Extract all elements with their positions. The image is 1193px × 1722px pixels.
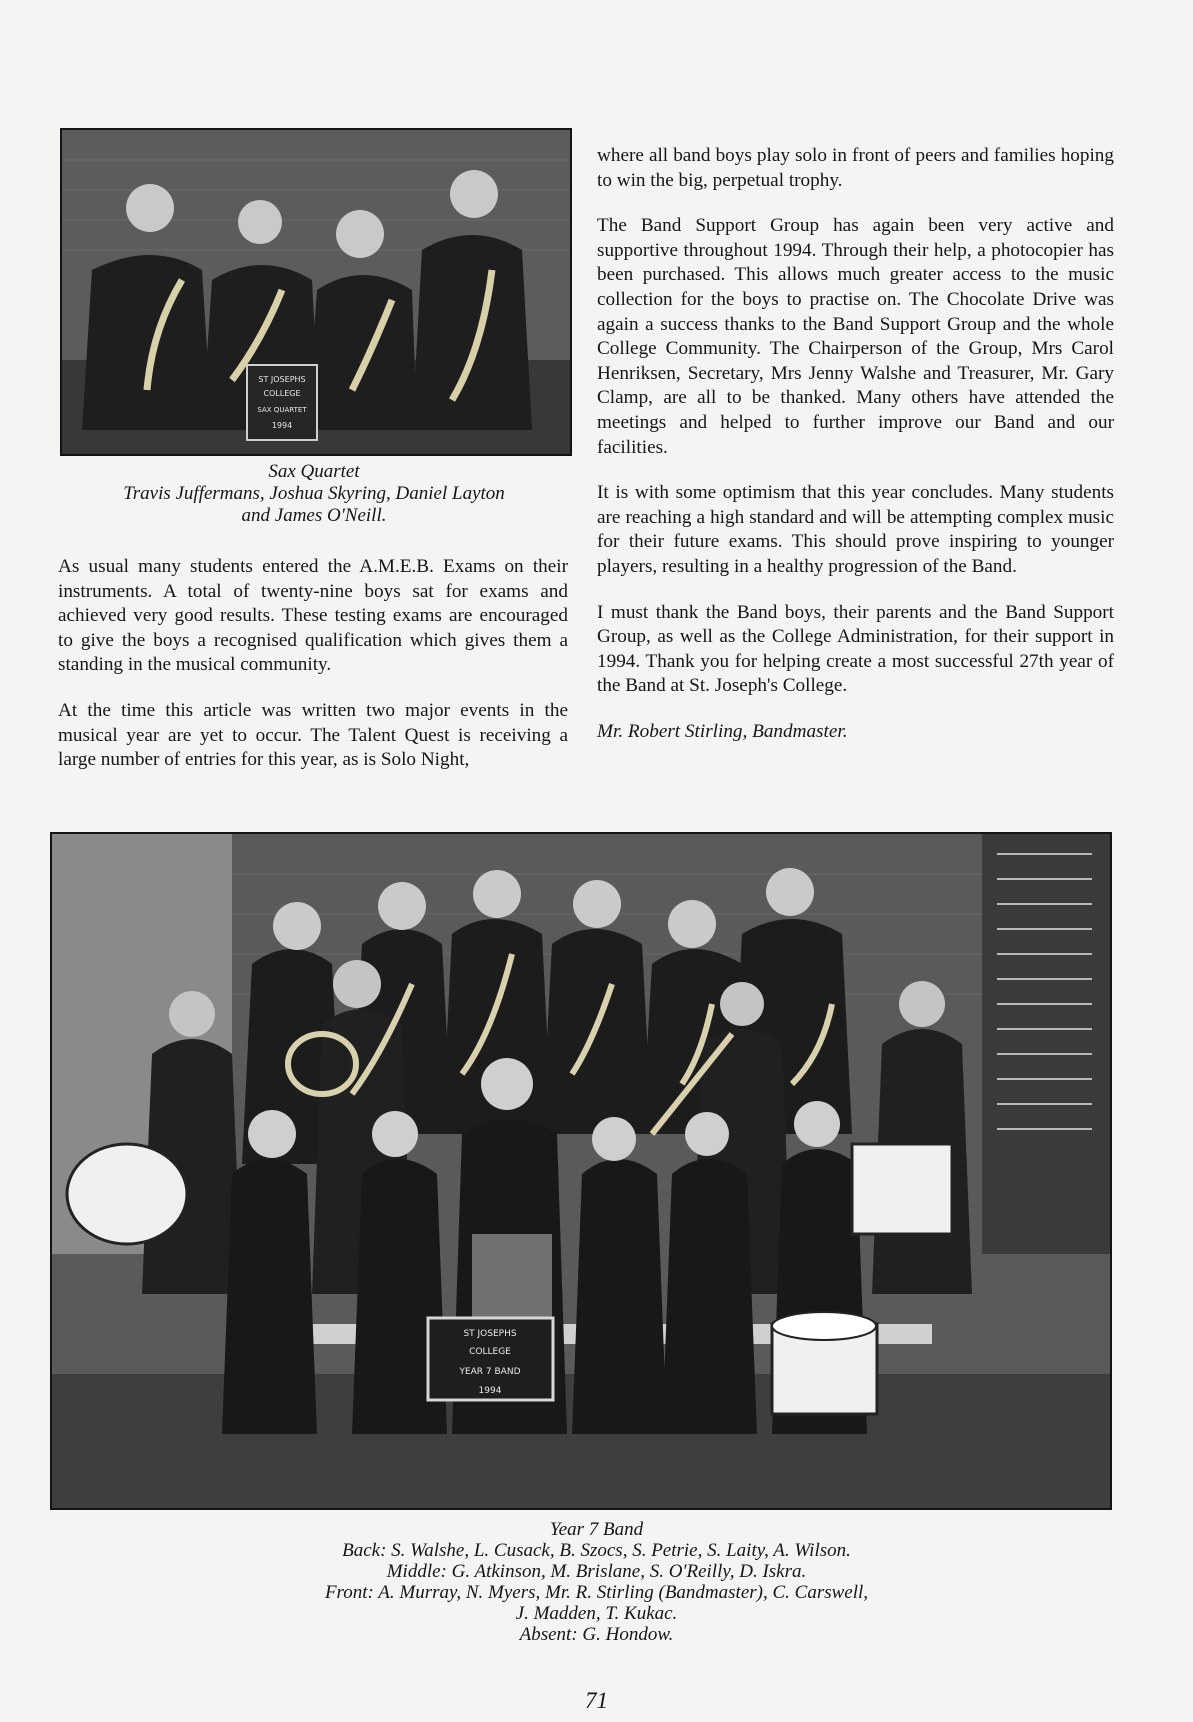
band-sign-line-2: COLLEGE	[469, 1347, 511, 1357]
right-paragraph-2: The Band Support Group has again been very active and supportive throughout 1994. Through their help, a photocopier has been purchased. This allows much greater access to the music collection for the boys to practise on. The Chocolate Drive was again a success thanks to the Band Support Group and the whole College Community. The Chairperson of the Group, Mrs Carol Henriksen, Secretary, Mrs Jenny Walshe and Treasurer, Mr. Gary Clamp, are all to be thanked. Many others have attended the meetings and helped to further improve our Band and our facilities.	[597, 215, 1114, 458]
sax-sign-line-3: SAX QUARTET	[257, 406, 307, 414]
band-caption-absent: Absent: G. Hondow.	[519, 1624, 674, 1645]
sax-quartet-caption	[40, 461, 588, 527]
sax-sign-line-4: 1994	[271, 421, 293, 430]
right-paragraph-1: where all band boys play solo in front of peers and families hoping to win the big, perpetual trophy.	[597, 145, 1114, 191]
right-paragraph-3: It is with some optimism that this year concludes. Many students are reaching a high standard and will be attempting complex music for their future exams. This should prove inspiring to younger players, resulting in a healthy progression of the Band.	[597, 482, 1114, 577]
signature: Mr. Robert Stirling, Bandmaster.	[597, 720, 848, 742]
band-caption-front-cont: J. Madden, T. Kukac.	[515, 1603, 678, 1624]
year7-band-photo	[50, 832, 1112, 1510]
sax-sign-line-2: COLLEGE	[263, 389, 301, 398]
sax-caption-line-2: and James O'Neill.	[241, 505, 387, 526]
band-sign-line-4: 1994	[478, 1386, 502, 1396]
band-sign-line-1: ST JOSEPHS	[463, 1329, 517, 1339]
band-caption-back: Back: S. Walshe, L. Cusack, B. Szocs, S. Petrie, S. Laity, A. Wilson.	[342, 1540, 851, 1561]
sax-caption-title: Sax Quartet	[268, 461, 360, 482]
band-sign-line-3: YEAR 7 BAND	[459, 1367, 521, 1377]
band-caption-title: Year 7 Band	[549, 1519, 644, 1540]
left-column	[58, 555, 568, 794]
right-paragraph-4: I must thank the Band boys, their parents and the Band Support Group, as well as the College Administration, for their support in 1994. Thank you for helping create a most successful 27th year of the Band at St. Joseph's College.	[597, 601, 1114, 697]
band-caption-front: Front: A. Murray, N. Myers, Mr. R. Stirling (Bandmaster), C. Carswell,	[324, 1582, 869, 1603]
page-number: 71	[585, 1688, 608, 1713]
right-column	[597, 144, 1114, 765]
left-paragraph-2: At the time this article was written two major events in the musical year are yet to occur. The Talent Quest is receiving a large number of entries for this year, as is Solo Night,	[58, 699, 568, 771]
left-paragraph-1: As usual many students entered the A.M.E.B. Exams on their instruments. A total of twenty-nine boys sat for exams and achieved very good results. These testing exams are encouraged to give the boys a recognised qualification which gives them a standing in the musical community.	[58, 556, 568, 676]
sax-caption-line-1: Travis Juffermans, Joshua Skyring, Daniel Layton	[123, 483, 505, 504]
sax-sign-line-1: ST JOSEPHS	[258, 375, 306, 384]
sax-quartet-photo	[60, 128, 572, 456]
band-caption-middle: Middle: G. Atkinson, M. Brislane, S. O'Reilly, D. Iskra.	[386, 1561, 807, 1582]
